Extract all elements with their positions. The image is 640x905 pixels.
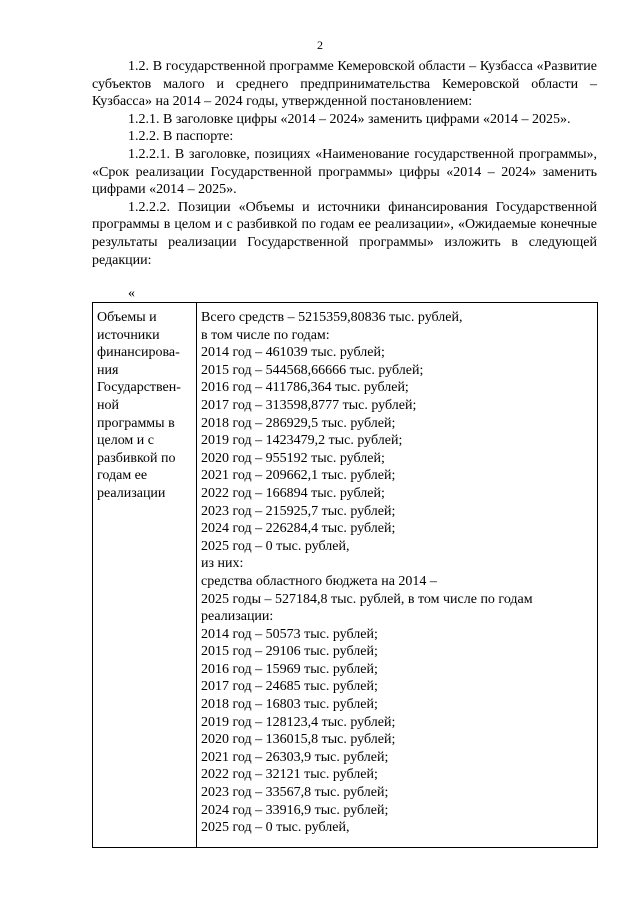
body-text (92, 58, 597, 269)
value-line: 2021 год – 26303,9 тыс. рублей; (201, 749, 389, 765)
paragraph-1-2-2: 1.2.2. В паспорте: (128, 129, 234, 145)
paragraph-1-2-2-2: 1.2.2.2. Позиции «Объемы и источники финансирования Государственной программы в целом и с разбивкой по годам ее реализации», «Ожидаемые конечные результаты реализации Государственной программы» изложить в следующей редакции: (92, 199, 597, 268)
value-line: 2025 годы – 527184,8 тыс. рублей, в том числе по годам (201, 591, 533, 607)
paragraph-1-2-1: 1.2.1. В заголовке цифры «2014 – 2024» заменить цифрами «2014 – 2025». (128, 111, 571, 127)
value-line: 2021 год – 209662,1 тыс. рублей; (201, 468, 396, 484)
value-line: из них: (201, 556, 244, 572)
value-line: 2014 год – 461039 тыс. рублей; (201, 345, 385, 361)
value-line: 2023 год – 215925,7 тыс. рублей; (201, 503, 396, 519)
value-line: 2024 год – 33916,9 тыс. рублей; (201, 802, 389, 818)
label-line: источники (97, 327, 160, 343)
value-line: 2022 год – 32121 тыс. рублей; (201, 767, 378, 783)
label-line: Объемы и (97, 310, 157, 325)
label-line: Государствен- (97, 380, 181, 396)
label-line: годам ее (97, 468, 148, 484)
label-line: ния (97, 362, 119, 378)
value-line: 2016 год – 411786,364 тыс. рублей; (201, 380, 409, 396)
value-line: в том числе по годам: (201, 327, 330, 343)
funding-label-cell (93, 303, 197, 848)
passport-table (92, 302, 598, 848)
value-line: 2015 год – 544568,66666 тыс. рублей; (201, 362, 424, 378)
value-line: 2015 год – 29106 тыс. рублей; (201, 644, 378, 660)
paragraph-1-2: 1.2. В государственной программе Кемеровской области – Кузбасса «Развитие субъектов малого и среднего предпринимательства Кемеровской области – Кузбасса» на 2014 – 2024 годы, утвержденной постановлением: (92, 59, 597, 110)
value-line: 2022 год – 166894 тыс. рублей; (201, 485, 385, 501)
value-line: 2017 год – 313598,8777 тыс. рублей; (201, 397, 417, 413)
value-line: 2020 год – 955192 тыс. рублей; (201, 450, 385, 466)
funding-value-cell (197, 303, 598, 848)
value-line: 2024 год – 226284,4 тыс. рублей; (201, 521, 396, 537)
paragraph-1-2-2-1: 1.2.2.1. В заголовке, позициях «Наименование государственной программы», «Срок реализации Государственной программы» цифры «2014 – 2024» заменить цифрами «2014 – 2025». (92, 146, 597, 198)
value-line: Всего средств – 5215359,80836 тыс. рублей, (201, 310, 463, 325)
label-line: программы в (97, 415, 175, 431)
table-row (93, 303, 598, 848)
open-quote: « (128, 286, 135, 301)
value-line: 2019 год – 1423479,2 тыс. рублей; (201, 433, 403, 449)
value-line: 2018 год – 16803 тыс. рублей; (201, 697, 378, 713)
value-line: 2025 год – 0 тыс. рублей, (201, 820, 350, 836)
label-line: целом и с (97, 433, 154, 449)
label-line: реализации (97, 485, 166, 501)
value-line: реализации: (201, 609, 274, 625)
label-line: разбивкой по (97, 450, 176, 466)
label-line: финансирова- (97, 345, 180, 361)
label-line: ной (97, 397, 119, 413)
page-number: 2 (317, 38, 323, 52)
value-line: 2023 год – 33567,8 тыс. рублей; (201, 785, 389, 801)
value-line: 2018 год – 286929,5 тыс. рублей; (201, 415, 396, 431)
value-line: 2019 год – 128123,4 тыс. рублей; (201, 714, 396, 730)
value-line: средства областного бюджета на 2014 – (201, 573, 437, 589)
value-line: 2016 год – 15969 тыс. рублей; (201, 661, 378, 677)
value-line: 2025 год – 0 тыс. рублей, (201, 538, 350, 554)
value-line: 2014 год – 50573 тыс. рублей; (201, 626, 378, 642)
value-line: 2020 год – 136015,8 тыс. рублей; (201, 732, 396, 748)
value-line: 2017 год – 24685 тыс. рублей; (201, 679, 378, 695)
